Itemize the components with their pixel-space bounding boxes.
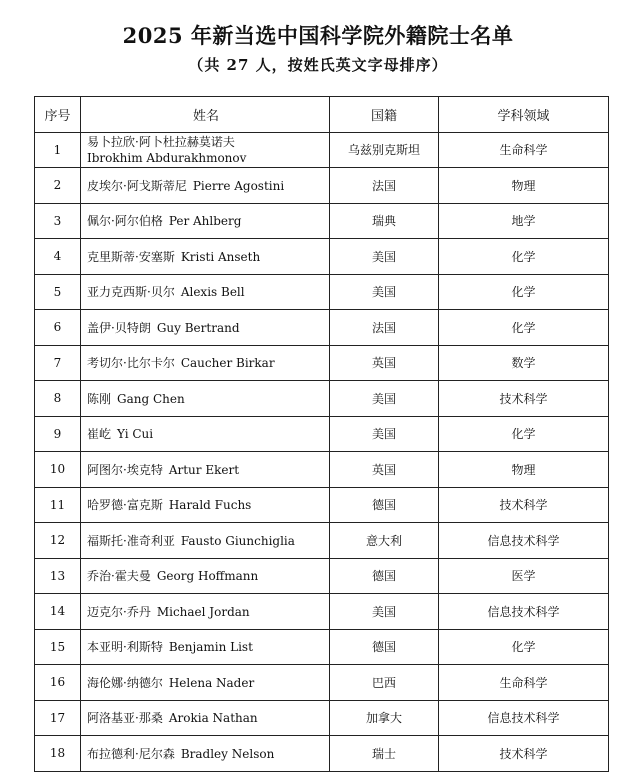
name-english: Helena Nader xyxy=(168,675,255,690)
name-english: Georg Hoffmann xyxy=(156,569,259,584)
name-chinese: 布拉德利·尼尔森 xyxy=(87,746,175,761)
row-number: 10 xyxy=(35,452,81,488)
name-english: Kristi Anseth xyxy=(180,249,261,264)
row-name xyxy=(81,523,330,559)
row-number: 2 xyxy=(35,168,81,204)
row-nationality: 美国 xyxy=(330,594,439,630)
row-number: 13 xyxy=(35,558,81,594)
row-name xyxy=(81,416,330,452)
row-number: 4 xyxy=(35,239,81,275)
row-field: 数学 xyxy=(439,345,609,381)
name-chinese: 佩尔·阿尔伯格 xyxy=(87,214,163,229)
row-number: 16 xyxy=(35,665,81,701)
name-english: Bradley Nelson xyxy=(180,746,275,761)
table-row xyxy=(35,381,609,417)
table-row xyxy=(35,452,609,488)
name-chinese: 盖伊·贝特朗 xyxy=(87,320,151,335)
row-field: 信息技术科学 xyxy=(439,523,609,559)
table-row xyxy=(35,700,609,736)
row-field: 化学 xyxy=(439,629,609,665)
row-name xyxy=(81,381,330,417)
row-nationality: 瑞士 xyxy=(330,736,439,772)
row-nationality: 英国 xyxy=(330,345,439,381)
name-english: Caucher Birkar xyxy=(180,356,275,371)
name-english: Gang Chen xyxy=(117,391,185,406)
row-number: 14 xyxy=(35,594,81,630)
row-name xyxy=(81,487,330,523)
row-name xyxy=(81,203,330,239)
table-row xyxy=(35,203,609,239)
row-nationality: 美国 xyxy=(330,239,439,275)
name-chinese: 本亚明·利斯特 xyxy=(87,640,163,655)
name-english: Harald Fuchs xyxy=(168,498,252,513)
row-nationality: 德国 xyxy=(330,487,439,523)
name-chinese: 海伦娜·纳德尔 xyxy=(87,675,163,690)
row-field: 化学 xyxy=(439,310,609,346)
row-number: 18 xyxy=(35,736,81,772)
row-field: 地学 xyxy=(439,203,609,239)
name-chinese: 易卜拉欣·阿卜杜拉赫莫诺夫 xyxy=(87,135,235,149)
name-chinese: 克里斯蒂·安塞斯 xyxy=(87,249,175,264)
table-row xyxy=(35,310,609,346)
row-name xyxy=(81,594,330,630)
row-nationality: 乌兹别克斯坦 xyxy=(330,133,439,168)
row-field: 信息技术科学 xyxy=(439,594,609,630)
header-number: 序号 xyxy=(35,97,81,133)
table-header-row xyxy=(35,97,609,133)
name-english: Fausto Giunchiglia xyxy=(180,533,295,548)
name-english: Ibrokhim Abdurakhmonov xyxy=(87,151,247,165)
row-field: 技术科学 xyxy=(439,487,609,523)
row-nationality: 巴西 xyxy=(330,665,439,701)
row-name xyxy=(81,274,330,310)
name-chinese: 崔屹 xyxy=(87,427,112,442)
table-row xyxy=(35,523,609,559)
row-name xyxy=(81,452,330,488)
row-number: 9 xyxy=(35,416,81,452)
row-number: 6 xyxy=(35,310,81,346)
row-number: 12 xyxy=(35,523,81,559)
name-english: Alexis Bell xyxy=(180,285,245,300)
row-name xyxy=(81,558,330,594)
row-field: 物理 xyxy=(439,452,609,488)
table-row xyxy=(35,736,609,772)
academician-table xyxy=(34,96,609,772)
row-name xyxy=(81,629,330,665)
row-number: 1 xyxy=(35,133,81,168)
row-nationality: 英国 xyxy=(330,452,439,488)
row-field: 化学 xyxy=(439,239,609,275)
row-field: 技术科学 xyxy=(439,381,609,417)
row-name xyxy=(81,700,330,736)
row-name xyxy=(81,736,330,772)
name-english: Pierre Agostini xyxy=(192,178,285,193)
name-chinese: 哈罗德·富克斯 xyxy=(87,498,163,513)
row-nationality: 美国 xyxy=(330,274,439,310)
row-nationality: 瑞典 xyxy=(330,203,439,239)
row-nationality: 美国 xyxy=(330,416,439,452)
row-number: 11 xyxy=(35,487,81,523)
name-english: Artur Ekert xyxy=(168,462,240,477)
name-english: Per Ahlberg xyxy=(168,214,242,229)
table-row xyxy=(35,274,609,310)
row-number: 15 xyxy=(35,629,81,665)
row-name xyxy=(81,239,330,275)
row-field: 信息技术科学 xyxy=(439,700,609,736)
row-number: 5 xyxy=(35,274,81,310)
name-english: Michael Jordan xyxy=(156,604,250,619)
row-name xyxy=(81,665,330,701)
table-row xyxy=(35,629,609,665)
header-field: 学科领域 xyxy=(439,97,609,133)
row-nationality: 意大利 xyxy=(330,523,439,559)
row-name xyxy=(81,310,330,346)
name-chinese: 考切尔·比尔卡尔 xyxy=(87,356,175,371)
row-field: 医学 xyxy=(439,558,609,594)
row-field: 物理 xyxy=(439,168,609,204)
table-row xyxy=(35,168,609,204)
name-english: Yi Cui xyxy=(117,427,154,442)
name-chinese: 阿洛基亚·那桑 xyxy=(87,711,163,726)
name-english: Benjamin List xyxy=(168,640,253,655)
row-name xyxy=(81,345,330,381)
name-english: Arokia Nathan xyxy=(168,711,258,726)
table-row xyxy=(35,665,609,701)
row-nationality: 德国 xyxy=(330,629,439,665)
row-nationality: 德国 xyxy=(330,558,439,594)
name-chinese: 乔治·霍夫曼 xyxy=(87,569,151,584)
header-nationality: 国籍 xyxy=(330,97,439,133)
row-nationality: 法国 xyxy=(330,168,439,204)
header-name: 姓名 xyxy=(81,97,330,133)
row-nationality: 法国 xyxy=(330,310,439,346)
name-chinese: 福斯托·准奇利亚 xyxy=(87,533,175,548)
name-chinese: 陈刚 xyxy=(87,391,112,406)
table-body xyxy=(35,133,609,772)
row-name xyxy=(81,133,330,168)
table-row xyxy=(35,594,609,630)
row-field: 生命科学 xyxy=(439,133,609,168)
row-name xyxy=(81,168,330,204)
table-row xyxy=(35,416,609,452)
row-nationality: 美国 xyxy=(330,381,439,417)
row-field: 化学 xyxy=(439,274,609,310)
table-row xyxy=(35,239,609,275)
row-field: 化学 xyxy=(439,416,609,452)
name-chinese: 皮埃尔·阿戈斯蒂尼 xyxy=(87,178,187,193)
name-chinese: 迈克尔·乔丹 xyxy=(87,604,151,619)
table-row xyxy=(35,345,609,381)
name-chinese: 阿图尔·埃克特 xyxy=(87,462,163,477)
row-number: 7 xyxy=(35,345,81,381)
document-title: 2025 年新当选中国科学院外籍院士名单 xyxy=(122,23,514,48)
document-subtitle: （共 27 人，按姓氏英文字母排序） xyxy=(188,56,448,74)
name-english: Guy Bertrand xyxy=(156,320,240,335)
row-number: 17 xyxy=(35,700,81,736)
row-nationality: 加拿大 xyxy=(330,700,439,736)
row-number: 3 xyxy=(35,203,81,239)
name-chinese: 亚力克西斯·贝尔 xyxy=(87,285,175,300)
row-field: 生命科学 xyxy=(439,665,609,701)
table-row xyxy=(35,558,609,594)
table-row xyxy=(35,133,609,168)
row-number: 8 xyxy=(35,381,81,417)
table-row xyxy=(35,487,609,523)
row-field: 技术科学 xyxy=(439,736,609,772)
